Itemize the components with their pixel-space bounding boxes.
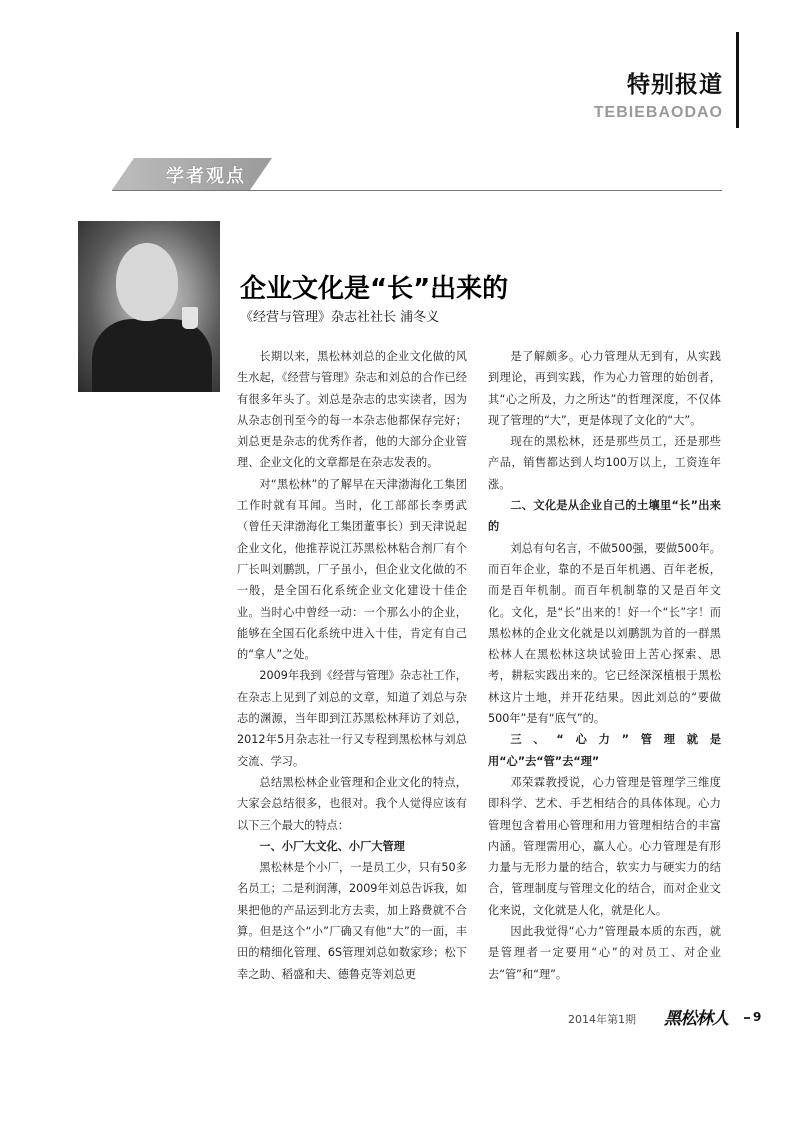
column-banner-label: 学者观点 <box>166 166 246 187</box>
photo-figure-body <box>92 319 212 392</box>
page-number: 9 <box>753 1010 762 1024</box>
paragraph: 是了解颇多。心力管理从无到有，从实践到理论，再到实践，作为心力管理的始创者，其“心之所及，力之所达”的哲理深度，不仅体现了管理的“大”，更是体现了文化的“大”。 <box>488 350 721 427</box>
footer-dash <box>744 1017 750 1019</box>
paragraph: 黑松林是个小厂，一是员工少，只有50多名员工；二是利润薄，2009年刘总告诉我，如果把他的产品运到北方去卖，加上路费就不合算。但是这个“小”厂确又有他“大”的一面，丰田的精细化管理、6S管理刘总如数家珍；松下幸之助、稻盛和夫、德鲁克等刘总更 <box>237 861 467 981</box>
banner-rule <box>112 190 722 191</box>
paragraph: 刘总有句名言，不做500强，要做500年。而百年企业，靠的不是百年机遇、百年老板，而是百年机制。而百年机制靠的又是百年文化。文化，是“长”出来的！好一个“长”字！而黑松林的企业文化就是以刘鹏凯为首的一群黑松林人在黑松林这块试验田上苦心探索、思考，耕耘实践出来的。它已经深深植根于黑松林这片土地，并开花结果。因此刘总的“要做500年”是有“底气”的。 <box>488 541 721 726</box>
article-title: 企业文化是“长”出来的 <box>240 274 509 304</box>
paragraph: 长期以来，黑松林刘总的企业文化做的风生水起，《经营与管理》杂志和刘总的合作已经有很多年头了。刘总是杂志的忠实读者，因为从杂志创刊至今的每一本杂志他都保存完好；刘总更是杂志的优秀作者，他的大部分企业管理、企业文化的文章都是在杂志发表的。 <box>237 350 467 470</box>
photo-cup <box>182 307 198 329</box>
paragraph: 总结黑松林企业管理和企业文化的特点，大家会总结很多，也很对。我个人觉得应该有以下三个最大的特点： <box>237 775 467 832</box>
paragraph: 对“黑松林”的了解早在天津渤海化工集团工作时就有耳闻。当时，化工部部长李勇武（曾任天津渤海化工集团董事长）到天津说起企业文化，他推荐说江苏黑松林粘合剂厂有个厂长叫刘鹏凯，厂子虽小，但企业文化做的不一般，是全国石化系统企业文化建设十佳企业。当时心中曾经一动：一个那么小的企业，能够在全国石化系统中进入十佳，肯定有自己的“拿人”之处。 <box>237 477 467 662</box>
article-byline: 《经营与管理》杂志社社长 浦冬义 <box>240 310 440 325</box>
photo-figure-face <box>116 243 178 321</box>
section-pinyin: TEBIEBAODAO <box>593 104 723 121</box>
issue-label: 2014年第1期 <box>568 1013 636 1026</box>
section-heading: 二、文化是从企业自己的土壤里“长”出来的 <box>488 499 721 534</box>
paragraph: 现在的黑松林，还是那些员工，还是那些产品，销售都达到人均100万以上，工资连年涨。 <box>488 435 721 491</box>
magazine-logo: 黑松林人 <box>664 1009 728 1029</box>
paragraph: 邓荣霖教授说，心力管理是管理学三维度即科学、艺术、手艺相结合的具体体现。心力管理包含着用心管理和用力管理相结合的丰富内涵。管理需用心，赢人心。心力管理是有形力量与无形力量的结合，软实力与硬实力的结合，管理制度与管理文化的结合，而对企业文化来说，文化就是人化，就是化人。 <box>488 775 721 917</box>
section-heading: 一、小厂大文化、小厂大管理 <box>259 839 405 853</box>
header-divider <box>736 32 739 128</box>
section-heading: 三、“心力”管理就是用“心”去“管”去“理” <box>488 733 721 768</box>
article-column-left <box>237 346 467 985</box>
section-title: 特别报道 <box>627 72 723 98</box>
author-photo <box>78 221 220 392</box>
article-column-right <box>488 346 721 985</box>
paragraph: 因此我觉得“心力”管理最本质的东西，就是管理者一定要用“心”的对员工、对企业去“管”和“理”。 <box>488 925 721 981</box>
paragraph: 2009年我到《经营与管理》杂志社工作，在杂志上见到了刘总的文章，知道了刘总与杂志的渊源，当年即到江苏黑松林拜访了刘总，2012年5月杂志社一行又专程到黑松林与刘总交流、学习。 <box>237 669 467 768</box>
